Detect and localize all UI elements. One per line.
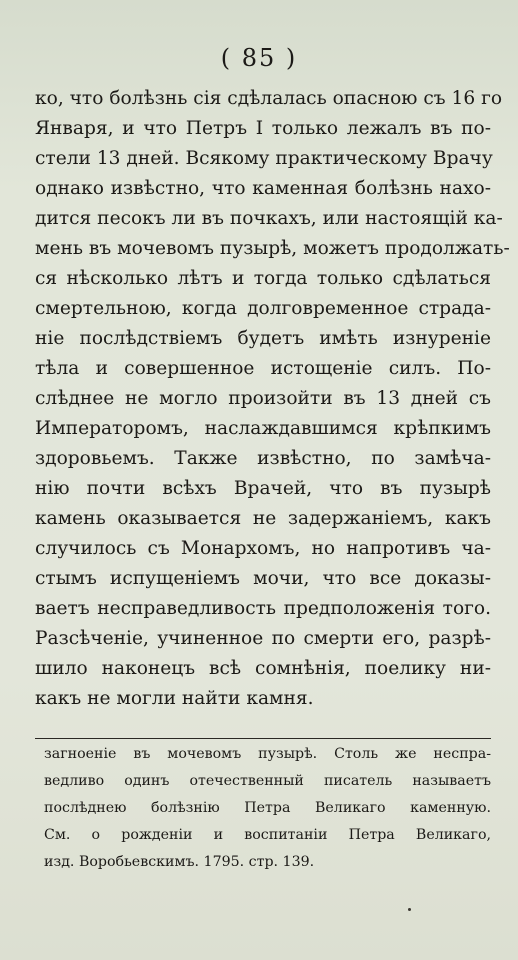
body-line: Января, и что Петръ I только лежалъ въ по- <box>35 118 491 139</box>
body-line: однако извѣстно, что каменная болѣзнь нахо- <box>35 178 491 199</box>
footnote-line: ведливо одинъ отечественный писатель называетъ <box>44 773 491 789</box>
footnote-line: послѣднею болѣзнію Петра Великаго каменную. <box>44 800 491 816</box>
body-line: какъ не могли найти камня. <box>35 688 314 709</box>
body-line: ніе послѣдствіемъ будетъ имѣть изнуреніе <box>35 328 491 349</box>
body-line: тѣла и совершенное истощеніе силъ. По- <box>35 358 491 379</box>
page-number: ( 85 ) <box>220 44 298 72</box>
body-line: стымъ испущеніемъ мочи, что все доказы- <box>35 568 491 589</box>
body-line: смертельною, когда долговременное страда- <box>35 298 491 319</box>
body-line: дится песокъ ли въ почкахъ, или настоящій ка- <box>35 208 503 229</box>
body-line: нію почти всѣхъ Врачей, что въ пузырѣ <box>35 478 491 499</box>
body-line: Императоромъ, наслаждавшимся крѣпкимъ <box>35 418 491 439</box>
footnote-line: См. о рожденіи и воспитаніи Петра Великаго, <box>44 827 491 843</box>
body-line: Разсѣченіе, учиненное по смерти его, разрѣ- <box>35 628 491 649</box>
footnote-line: загноеніе въ мочевомъ пузырѣ. Столь же неспра- <box>44 746 491 762</box>
body-line: здоровьемъ. Также извѣстно, по замѣча- <box>35 448 491 469</box>
body-line: шило наконецъ всѣ сомнѣнія, поелику ни- <box>35 658 491 679</box>
footnote <box>44 741 491 876</box>
body-line: камень оказывается не задержаніемъ, какъ <box>35 508 491 529</box>
body-line: слѣднее не могло произойти въ 13 дней съ <box>35 388 491 409</box>
footnote-divider <box>35 738 491 739</box>
body-line: случилось съ Монархомъ, но напротивъ ча- <box>35 538 491 559</box>
footnote-line: изд. Воробьевскимъ. 1795. стр. 139. <box>44 854 315 870</box>
body-line: ся нѣсколько лѣтъ и тогда только сдѣлаться <box>35 268 491 289</box>
body-line: стели 13 дней. Всякому практическому Врачу <box>35 148 493 169</box>
body-line: ваетъ несправедливость предположенія того. <box>35 598 491 619</box>
body-line: мень въ мочевомъ пузырѣ, можетъ продолжать- <box>35 238 510 259</box>
body-text <box>35 84 510 714</box>
paper-speck <box>408 908 411 911</box>
body-line: ко, что болѣзнь сія сдѣлалась опасною съ 16 го <box>35 88 503 109</box>
